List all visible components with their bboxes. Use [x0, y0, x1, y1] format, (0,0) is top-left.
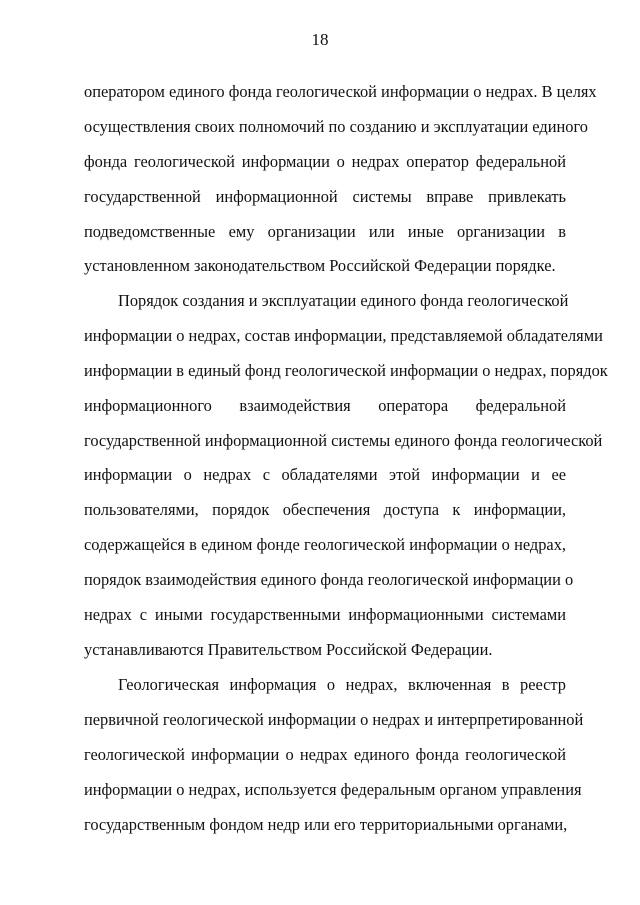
text-line: первичной геологической информации о недрах и интерпретированной: [84, 709, 584, 729]
text-line: государственной информационной системы вправе привлекать: [84, 186, 566, 206]
text-line: оператором единого фонда геологической информации о недрах. В целях: [84, 82, 597, 101]
text-line: порядок взаимодействия единого фонда геологической информации о: [84, 570, 574, 590]
text-line: информации о недрах с обладателями этой информации и ее: [84, 465, 566, 485]
text-line: Геологическая информация о недрах, включенная в реестр: [118, 675, 566, 694]
text-line: государственным фондом недр или его территориальными органами,: [84, 814, 568, 834]
text-line: информации в единый фонд геологической информации о недрах, порядок: [84, 360, 608, 380]
text-line: Порядок создания и эксплуатации единого фонда геологической: [118, 291, 569, 310]
paragraph-1: [84, 75, 597, 284]
text-line: установленном законодательством Российской Федерации порядке.: [84, 256, 556, 276]
text-line: недрах с иными государственными информационными системами: [84, 605, 566, 625]
text-line: устанавливаются Правительством Российской Федерации.: [84, 639, 493, 659]
page-number: 18: [311, 30, 329, 49]
text-line: осуществления своих полномочий по созданию и эксплуатации единого: [84, 116, 588, 136]
text-line: содержащейся в едином фонде геологической информации о недрах,: [84, 535, 566, 555]
text-line: подведомственные ему организации или иные организации в: [84, 221, 566, 241]
paragraph-2: [84, 284, 608, 668]
paragraph-3: [84, 668, 584, 842]
text-line: информации о недрах, используется федеральным органом управления: [84, 779, 582, 799]
text-line: геологической информации о недрах единого фонда геологической: [84, 744, 566, 764]
text-line: государственной информационной системы единого фонда геологической: [84, 430, 603, 450]
text-line: информационного взаимодействия оператора федеральной: [84, 395, 566, 415]
text-line: информации о недрах, состав информации, представляемой обладателями: [84, 325, 603, 345]
text-line: фонда геологической информации о недрах оператор федеральной: [84, 151, 566, 171]
text-line: пользователями, порядок обеспечения доступа к информации,: [84, 500, 566, 520]
